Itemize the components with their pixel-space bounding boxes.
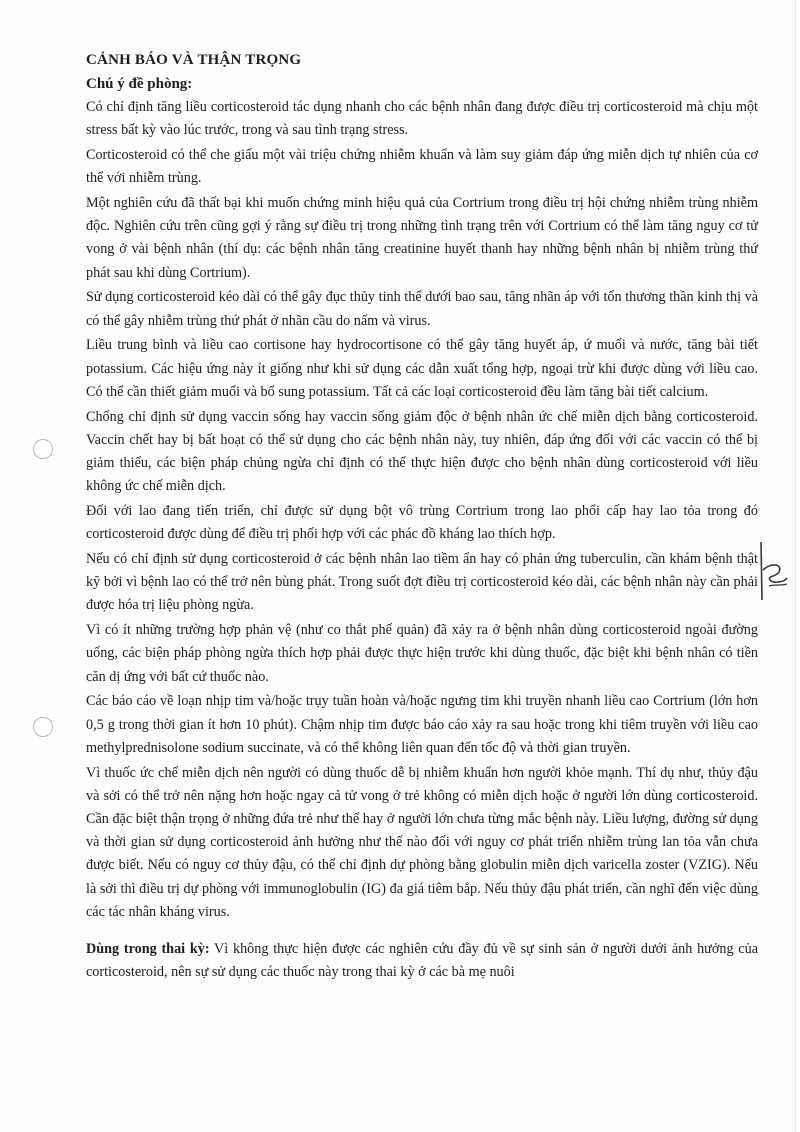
document-page [86,48,758,986]
pregnancy-paragraph [86,938,758,984]
pregnancy-label: Dùng trong thai kỳ: [86,941,210,958]
subsection-heading: Chú ý đề phòng: [86,76,193,92]
initials-signature-mark [757,540,793,604]
paragraph-7: Đối với lao đang tiến triển, chỉ được sử dụng bột vô trùng Cortrium trong lao phổi cấp hay lao tỏa trong đó corticosteroid được dùng để điều trị phối hợp với các phác đồ kháng lao thích hợp. [86,503,758,543]
section-heading: CẢNH BÁO VÀ THẬN TRỌNG [86,52,302,68]
paragraph-3: Một nghiên cứu đã thất bại khi muốn chứng minh hiệu quả của Cortrium trong điều trị hội chứng nhiễm trùng nhiễm độc. Nghiên cứu trên cũng gợi ý rằng sự điều trị trong những tình trạng trên với Cortrium có thể làm tăng nguy cơ tử vong ở vài bệnh nhân (thí dụ: các bệnh nhân tăng creatinine huyết thanh hay những bệnh nhân bị nhiễm trùng thứ phát sau khi dùng Cortrium). [86,195,758,281]
paragraph-5: Liều trung bình và liều cao cortisone hay hydrocortisone có thể gây tăng huyết áp, ứ muối và nước, tăng bài tiết potassium. Các hiệu ứng này ít giống như khi sử dụng các dẫn xuất tổng hợp, ngoại trừ khi được dùng với liều cao. Có thể cần thiết giảm muối và bổ sung potassium. Tất cả các loại corticosteroid đều làm tăng bài tiết calcium. [86,337,758,400]
punch-hole-lower [33,717,53,737]
paragraph-8: Nếu có chỉ định sử dụng corticosteroid ở các bệnh nhân lao tiềm ẩn hay có phản ứng tuberculin, cần khám bệnh thật kỹ bởi vì bệnh lao có thể trở nên bùng phát. Trong suốt đợt điều trị corticosteroid kéo dài, các bệnh nhân này cần phải được hóa trị liệu phòng ngừa. [86,551,758,614]
paragraph-9: Vì có ít những trường hợp phản vệ (như co thắt phế quản) đã xảy ra ở bệnh nhân dùng corticosteroid ngoài đường uống, các biện pháp phòng ngừa thích hợp phải được thực hiện trước khi dùng thuốc, đặc biệt khi bệnh nhân có tiền căn dị ứng với bất cứ thuốc nào. [86,622,758,685]
pregnancy-text: Vì không thực hiện được các nghiên cứu đầy đủ về sự sinh sản ở người dưới ảnh hưởng của corticosteroid, nên sự sử dụng các thuốc này trong thai kỳ ở các bà mẹ nuôi [86,941,758,981]
paragraph-6: Chống chỉ định sử dụng vaccin sống hay vaccin sống giảm độc ở bệnh nhân ức chế miễn dịch bằng corticosteroid. Vaccin chết hay bị bất hoạt có thể sử dụng cho các bệnh nhân này, tuy nhiên, đáp ứng đối với các vaccin có thể bị giảm thiểu, các biện pháp chủng ngừa chỉ định có thể thực hiện được cho bệnh nhân dùng corticosteroid với liều không ức chế miễn dịch. [86,408,758,495]
scan-edge-line [795,0,796,1132]
paragraph-2: Corticosteroid có thể che giấu một vài triệu chứng nhiễm khuẩn và làm suy giảm đáp ứng miễn dịch tự nhiên của cơ thể với nhiễm trùng. [86,147,758,187]
paragraph-4: Sử dụng corticosteroid kéo dài có thể gây đục thủy tinh thể dưới bao sau, tăng nhãn áp với tổn thương thần kinh thị và có thể gây nhiễm trùng thứ phát ở nhãn cầu do nấm và virus. [86,289,758,329]
paragraph-10: Các báo cáo về loạn nhịp tim và/hoặc trụy tuần hoàn và/hoặc ngưng tim khi truyền nhanh liều cao Cortrium (lớn hơn 0,5 g trong thời gian ít hơn 10 phút). Chậm nhịp tim được báo cáo xảy ra sau hoặc trong khi tiêm truyền với liều cao methylprednisolone sodium succinate, và có thể không liên quan đến tốc độ và thời gian truyền. [86,693,758,756]
punch-hole-upper [33,439,53,459]
paragraph-11: Vì thuốc ức chế miễn dịch nên người có dùng thuốc dễ bị nhiễm khuẩn hơn người khỏe mạnh. Thí dụ như, thủy đậu và sởi có thể trở nên nặng hơn hoặc ngay cả tử vong ở trẻ không có miễn dịch hoặc ở người lớn dùng corticosteroid. Cần đặc biệt thận trọng ở những đứa trẻ như thế hay ở người lớn chưa từng mắc bệnh này. Liều lượng, đường sử dụng và thời gian sử dụng corticosteroid ảnh hưởng như thế nào đối với nguy cơ phát triển nhiễm trùng lan tỏa vẫn chưa được biết. Nếu có nguy cơ thủy đậu, có thể chỉ định dự phòng bằng globulin miễn dịch varicella zoster (VZIG). Nếu là sởi thì điều trị dự phòng với immunoglobulin (IG) đa giá tiêm bắp. Nếu thủy đậu phát triển, cần nghĩ đến việc dùng các tác nhân kháng virus. [86,764,758,920]
paragraph-1: Có chỉ định tăng liều corticosteroid tác dụng nhanh cho các bệnh nhân đang được điều trị corticosteroid mà chịu một stress bất kỳ vào lúc trước, trong và sau tình trạng stress. [86,99,758,139]
